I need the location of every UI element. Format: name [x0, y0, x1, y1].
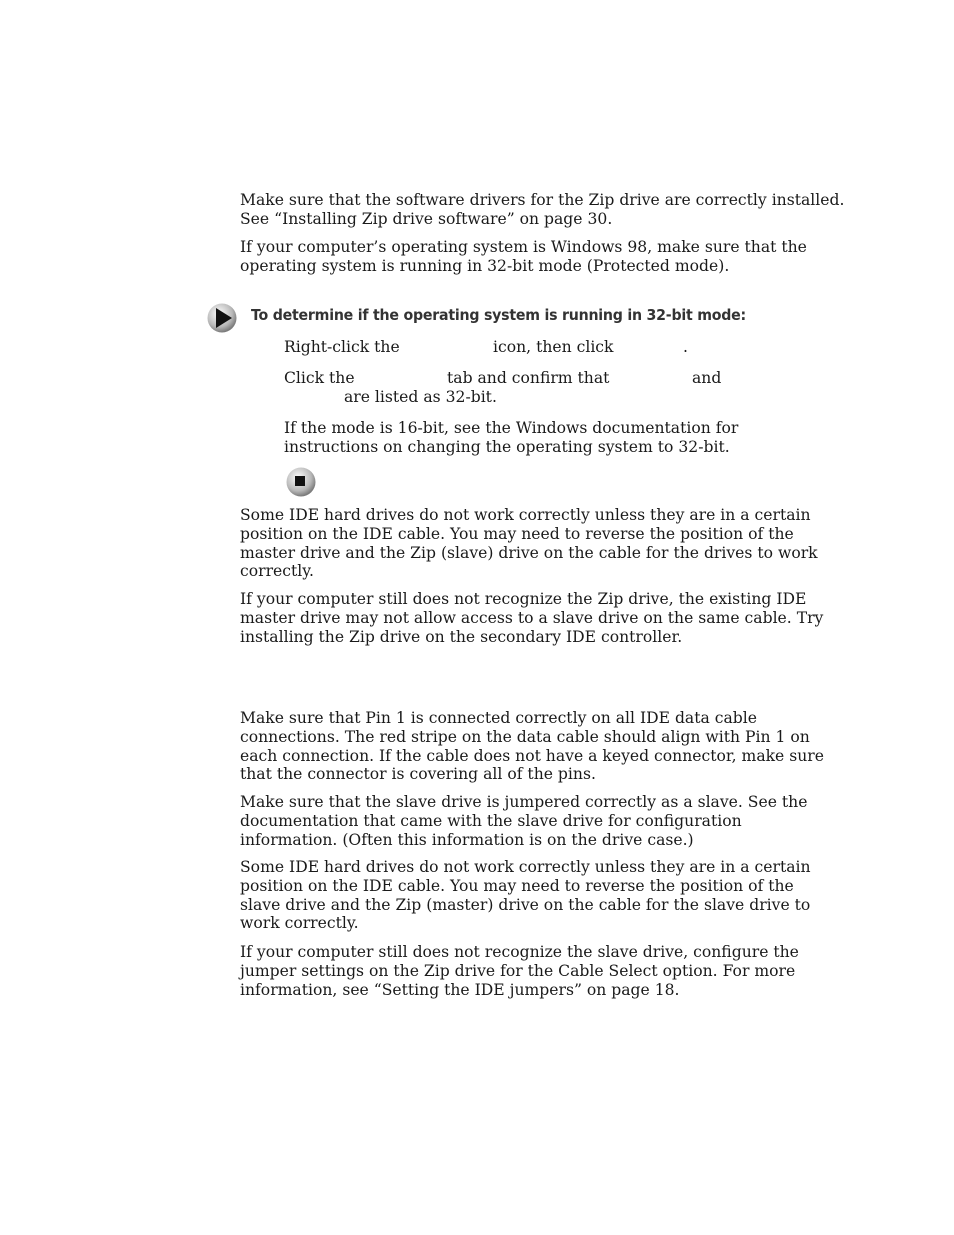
text-line: See “Installing Zip drive software” on page 30. [240, 209, 613, 228]
paragraph-secondary-controller [240, 590, 824, 646]
paragraph-cable-select [240, 943, 799, 999]
step-1-part-c: . [683, 338, 688, 356]
paragraph-windows98 [240, 238, 807, 276]
step-1-part-b: icon, then click [493, 338, 614, 356]
text-line: position on the IDE cable. You may need to reverse the position of the [240, 876, 794, 895]
step-2-part-a: Click the [284, 369, 355, 387]
text-line: Some IDE hard drives do not work correctly unless they are in a certain [240, 858, 811, 876]
step-2-part-c: and [692, 369, 722, 387]
paragraph-slave-jumper [240, 793, 808, 849]
paragraph-slave-position [240, 858, 811, 933]
paragraph-pin1 [240, 709, 824, 784]
paragraph-drivers [240, 191, 845, 229]
procedure-note-line-1: If the mode is 16-bit, see the Windows documentation for [284, 419, 739, 437]
step-2-part-d: are listed as 32-bit. [344, 388, 497, 406]
text-line: Some IDE hard drives do not work correctly unless they are in a certain [240, 506, 811, 524]
text-line: master drive may not allow access to a slave drive on the same cable. Try [240, 608, 824, 627]
text-line: information, see “Setting the IDE jumpers” on page 18. [240, 980, 680, 999]
text-line: jumper settings on the Zip drive for the Cable Select option. For more [240, 961, 796, 980]
text-line: installing the Zip drive on the secondary IDE controller. [240, 627, 683, 646]
text-line: work correctly. [240, 914, 359, 933]
procedure-note-line-2: instructions on changing the operating system to 32-bit. [284, 438, 730, 456]
text-line: master drive and the Zip (slave) drive on the cable for the drives to work [240, 543, 818, 562]
text-line: Make sure that Pin 1 is connected correctly on all IDE data cable [240, 709, 757, 727]
text-line: slave drive and the Zip (master) drive on the cable for the slave drive to [240, 895, 811, 914]
procedure-heading: To determine if the operating system is running in 32-bit mode: [251, 306, 746, 324]
text-line: If your computer’s operating system is Windows 98, make sure that the [240, 238, 807, 256]
procedure-arrow-icon [206, 302, 238, 334]
text-line: Make sure that the software drivers for the Zip drive are correctly installed. [240, 191, 845, 209]
text-line: Make sure that the slave drive is jumpered correctly as a slave. See the [240, 793, 808, 811]
text-line: position on the IDE cable. You may need to reverse the position of the [240, 524, 794, 543]
text-line: documentation that came with the slave drive for configuration [240, 811, 742, 830]
text-line: correctly. [240, 562, 314, 581]
text-line: each connection. If the cable does not have a keyed connector, make sure [240, 746, 824, 765]
text-line: operating system is running in 32-bit mode (Protected mode). [240, 256, 730, 275]
text-line: If your computer still does not recognize the Zip drive, the existing IDE [240, 590, 807, 608]
step-1-part-a: Right-click the [284, 338, 400, 356]
step-2-part-b: tab and confirm that [447, 369, 610, 387]
text-line: information. (Often this information is on the drive case.) [240, 830, 694, 849]
text-line: that the connector is covering all of the pins. [240, 765, 596, 784]
paragraph-master-position [240, 506, 818, 581]
procedure-end-icon [285, 466, 317, 498]
text-line: If your computer still does not recognize the slave drive, configure the [240, 943, 799, 961]
text-line: connections. The red stripe on the data cable should align with Pin 1 on [240, 727, 810, 746]
